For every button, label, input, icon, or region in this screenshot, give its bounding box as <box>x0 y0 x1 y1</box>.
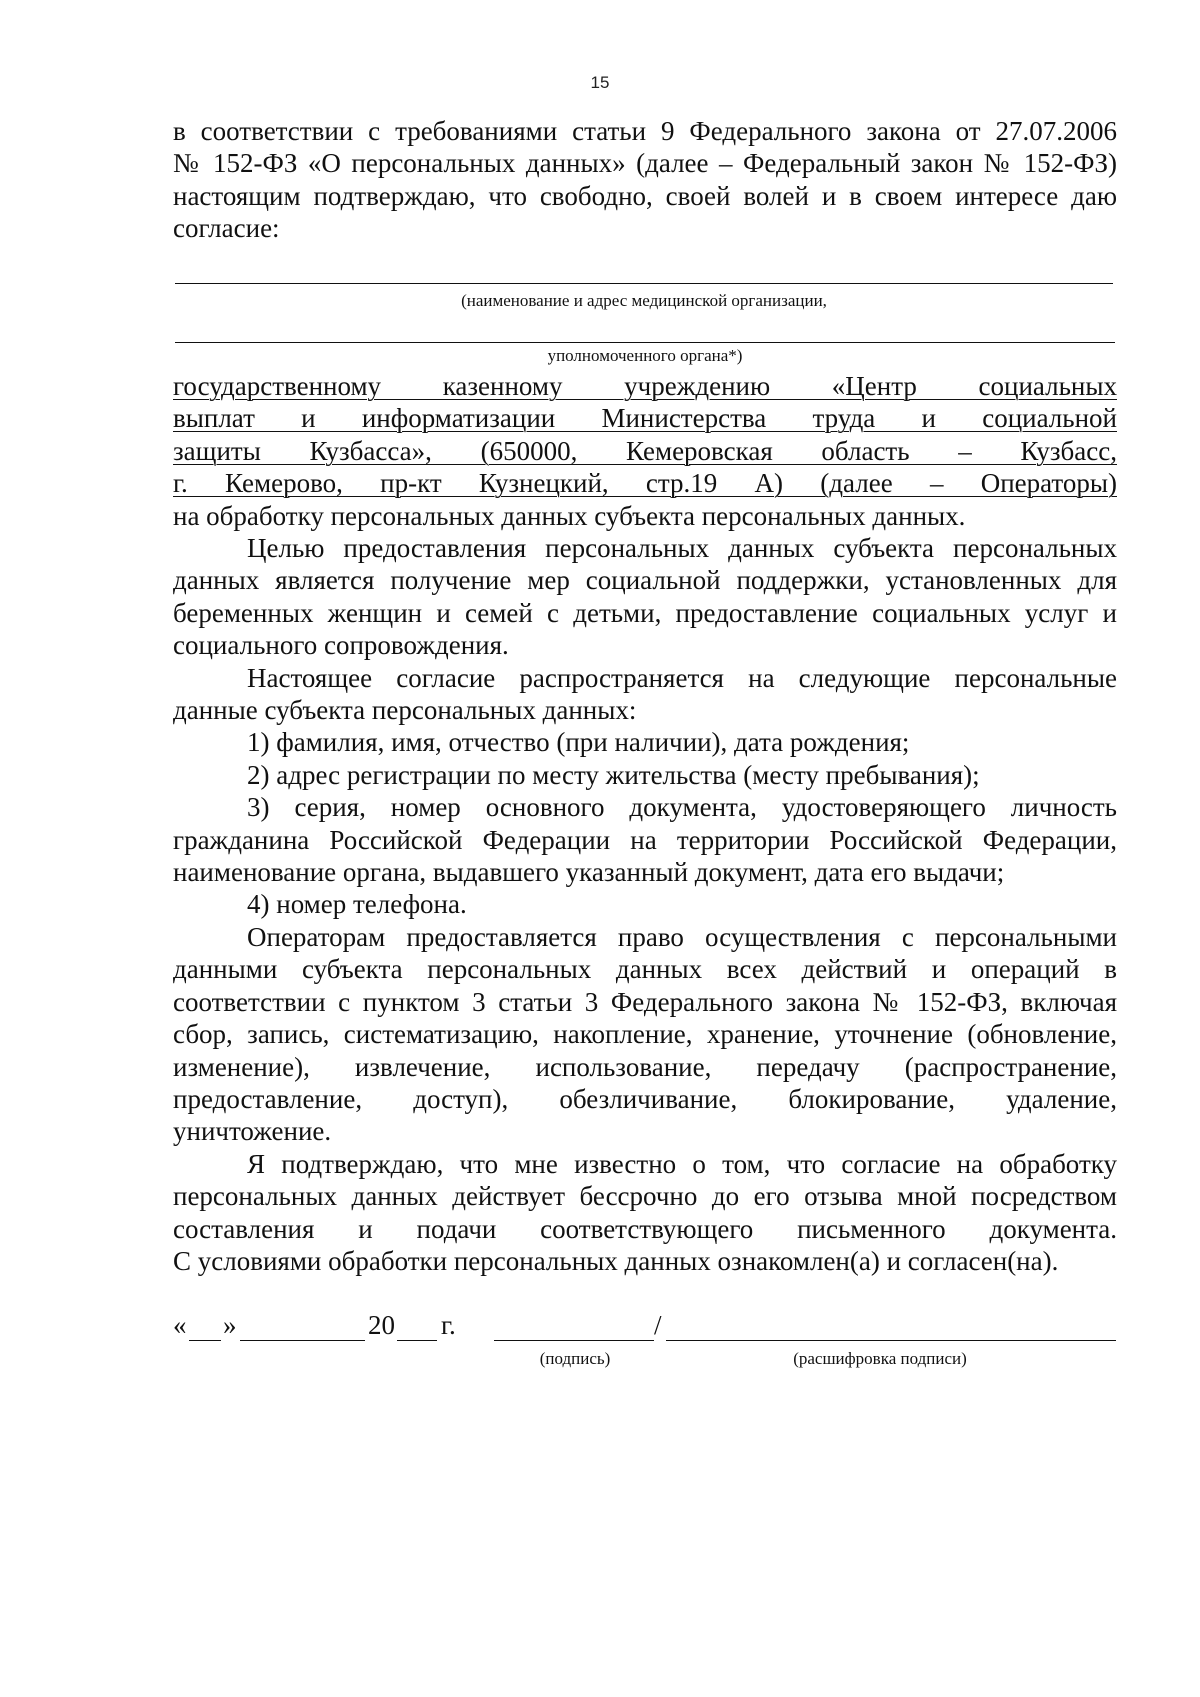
purpose-line: беременных женщин и семей с детьми, предоставление социальных услуг и <box>173 597 1117 628</box>
date-century: 20 <box>368 1310 395 1340</box>
text-line: настоящим подтверждаю, что свободно, своей волей и в своем интересе даю <box>173 180 1117 211</box>
organization-field-line[interactable] <box>175 283 1113 284</box>
signature-decoding-caption: (расшифровка подписи) <box>793 1349 967 1368</box>
confirm-line: Я подтверждаю, что мне известно о том, что согласие на обработку <box>247 1148 1117 1179</box>
month-field[interactable] <box>240 1340 365 1341</box>
organization-field-caption: (наименование и адрес медицинской организации, <box>461 291 827 310</box>
text-line: в соответствии с требованиями статьи 9 Федерального закона от 27.07.2006 <box>173 116 1117 146</box>
confirm-line: персональных данных действует бессрочно до его отзыва мной посредством <box>173 1181 1117 1212</box>
scope-line: данные субъекта персональных данных: <box>173 695 637 726</box>
authority-field-caption: уполномоченного органа*) <box>547 346 743 365</box>
list-item: 2) адрес регистрации по месту жительства (месту пребывания); <box>247 759 980 790</box>
scope-line: Настоящее согласие распространяется на следующие персональные <box>247 662 1117 693</box>
list-item-continuation: гражданина Российской Федерации на территории Российской Федерации, <box>173 824 1117 855</box>
day-field[interactable] <box>189 1340 221 1341</box>
rights-line: данными субъекта персональных данных всех действий и операций в <box>173 954 1117 985</box>
purpose-line: Целью предоставления персональных данных субъекта персональных <box>247 533 1117 563</box>
date-open-quote: « <box>173 1310 187 1340</box>
text-line: на обработку персональных данных субъекта персональных данных. <box>173 500 966 531</box>
signature-field[interactable] <box>494 1340 654 1341</box>
operator-paragraph <box>173 370 1117 532</box>
confirm-line: С условиями обработки персональных данных ознакомлен(а) и согласен(на). <box>173 1245 1059 1276</box>
operator-line: г. Кемерово, пр-кт Кузнецкий, стр.19 А) (далее – Операторы) <box>173 468 1117 499</box>
signature-row <box>173 1309 1117 1349</box>
text-line: № 152-ФЗ «О персональных данных» (далее – Федеральный закон № 152-ФЗ) <box>173 148 1117 179</box>
rights-line: изменение), извлечение, использование, передачу (распространение, <box>173 1051 1117 1082</box>
rights-line: сбор, запись, систематизацию, накопление, хранение, уточнение (обновление, <box>173 1019 1117 1050</box>
list-item: 3) серия, номер основного документа, удостоверяющего личность <box>247 792 1117 823</box>
rights-line: Операторам предоставляется право осуществления с персональными <box>247 921 1117 952</box>
purpose-line: данных является получение мер социальной поддержки, установленных для <box>173 565 1117 596</box>
operator-line: государственному казенному учреждению «Центр социальных <box>173 371 1117 401</box>
text-line: согласие: <box>173 213 280 244</box>
authority-field-line[interactable] <box>175 342 1115 343</box>
list-item: 1) фамилия, имя, отчество (при наличии), дата рождения; <box>247 727 910 758</box>
operator-line: защиты Кузбасса», (650000, Кемеровская область – Кузбасс, <box>173 435 1117 466</box>
rights-line: предоставление, доступ), обезличивание, блокирование, удаление, <box>173 1083 1117 1114</box>
purpose-line: социального сопровождения. <box>173 630 509 661</box>
year-field[interactable] <box>397 1340 437 1341</box>
signature-separator: / <box>654 1310 662 1340</box>
date-close-quote: » <box>223 1310 237 1340</box>
rights-line: уничтожение. <box>173 1116 332 1147</box>
signature-decoding-field[interactable] <box>666 1340 1116 1341</box>
main-text <box>173 532 1117 1277</box>
rights-line: соответствии с пунктом 3 статьи 3 Федерального закона № 152-ФЗ, включая <box>173 986 1117 1017</box>
list-item-continuation: наименование органа, выдавшего указанный документ, дата его выдачи; <box>173 857 1005 888</box>
confirm-line: составления и подачи соответствующего письменного документа. <box>173 1213 1117 1244</box>
signature-caption: (подпись) <box>539 1349 611 1368</box>
date-year-suffix: г. <box>441 1310 456 1340</box>
operator-line: выплат и информатизации Министерства труда и социальной <box>173 403 1117 434</box>
list-item: 4) номер телефона. <box>247 889 467 920</box>
intro-paragraph <box>173 115 1117 245</box>
page-number: 15 <box>590 73 610 92</box>
